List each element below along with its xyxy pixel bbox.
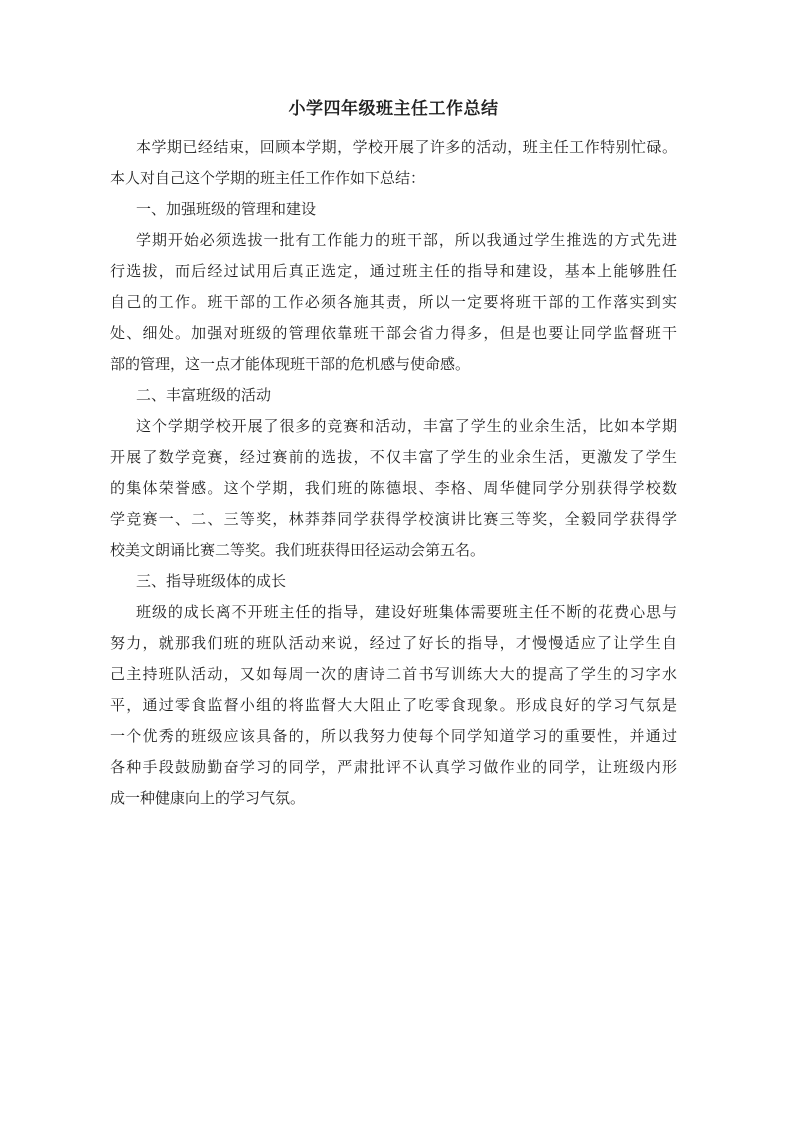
paragraph-line: 平，通过零食监督小组的将监督大大阻止了吃零食现象。形成良好的学习气氛是 bbox=[110, 698, 677, 714]
paragraph-line: 成一种健康向上的学习气氛。 bbox=[110, 791, 306, 807]
paragraph-line: 自己的工作。班干部的工作必须各施其责，所以一定要将班干部的工作落实到实 bbox=[110, 295, 677, 311]
paragraph-line: 学期开始必须选拔一批有工作能力的班干部，所以我通过学生推选的方式先进 bbox=[136, 233, 677, 249]
paragraph-line: 处、细处。加强对班级的管理依靠班干部会省力得多，但是也要让同学监督班干 bbox=[110, 326, 677, 342]
paragraph-line: 部的管理，这一点才能体现班干部的危机感与使命感。 bbox=[110, 357, 471, 373]
paragraph-line: 班级的成长离不开班主任的指导，建设好班集体需要班主任不断的花费心思与 bbox=[136, 605, 677, 621]
paragraph-line: 行选拔，而后经过试用后真正选定，通过班主任的指导和建设，基本上能够胜任 bbox=[110, 264, 677, 280]
paragraph-line: 校美文朗诵比赛二等奖。我们班获得田径运动会第五名。 bbox=[110, 543, 486, 559]
paragraph-line: 各种手段鼓励勤奋学习的同学，严肃批评不认真学习做作业的同学，让班级内形 bbox=[110, 760, 677, 776]
paragraph-line: 本学期已经结束，回顾本学期，学校开展了许多的活动，班主任工作特别忙碌。 bbox=[136, 140, 677, 156]
section-heading: 二、丰富班级的活动 bbox=[136, 388, 272, 404]
paragraph-line: 一个优秀的班级应该具备的，所以我努力使每个同学知道学习的重要性，并通过 bbox=[110, 729, 677, 745]
paragraph-line: 本人对自己这个学期的班主任工作作如下总结： bbox=[110, 171, 426, 187]
paragraph-line: 努力，就那我们班的班队活动来说，经过了好长的指导，才慢慢适应了让学生自 bbox=[110, 636, 677, 652]
section-heading: 三、指导班级体的成长 bbox=[136, 574, 287, 590]
paragraph-line: 这个学期学校开展了很多的竞赛和活动，丰富了学生的业余生活，比如本学期 bbox=[136, 419, 677, 435]
document-title: 小学四年级班主任工作总结 bbox=[288, 99, 499, 118]
paragraph-line: 的集体荣誉感。这个学期，我们班的陈德垠、李格、周华健同学分别获得学校数 bbox=[110, 481, 677, 497]
paragraph-line: 己主持班队活动，又如每周一次的唐诗二首书写训练大大的提高了学生的习字水 bbox=[110, 667, 677, 683]
section-heading: 一、加强班级的管理和建设 bbox=[136, 202, 317, 218]
paragraph-line: 学竞赛一、二、三等奖，林莽莽同学获得学校演讲比赛三等奖，全毅同学获得学 bbox=[110, 512, 677, 528]
paragraph-line: 开展了数学竞赛，经过赛前的选拔，不仅丰富了学生的业余生活，更激发了学生 bbox=[110, 450, 677, 466]
document-body bbox=[110, 133, 677, 815]
